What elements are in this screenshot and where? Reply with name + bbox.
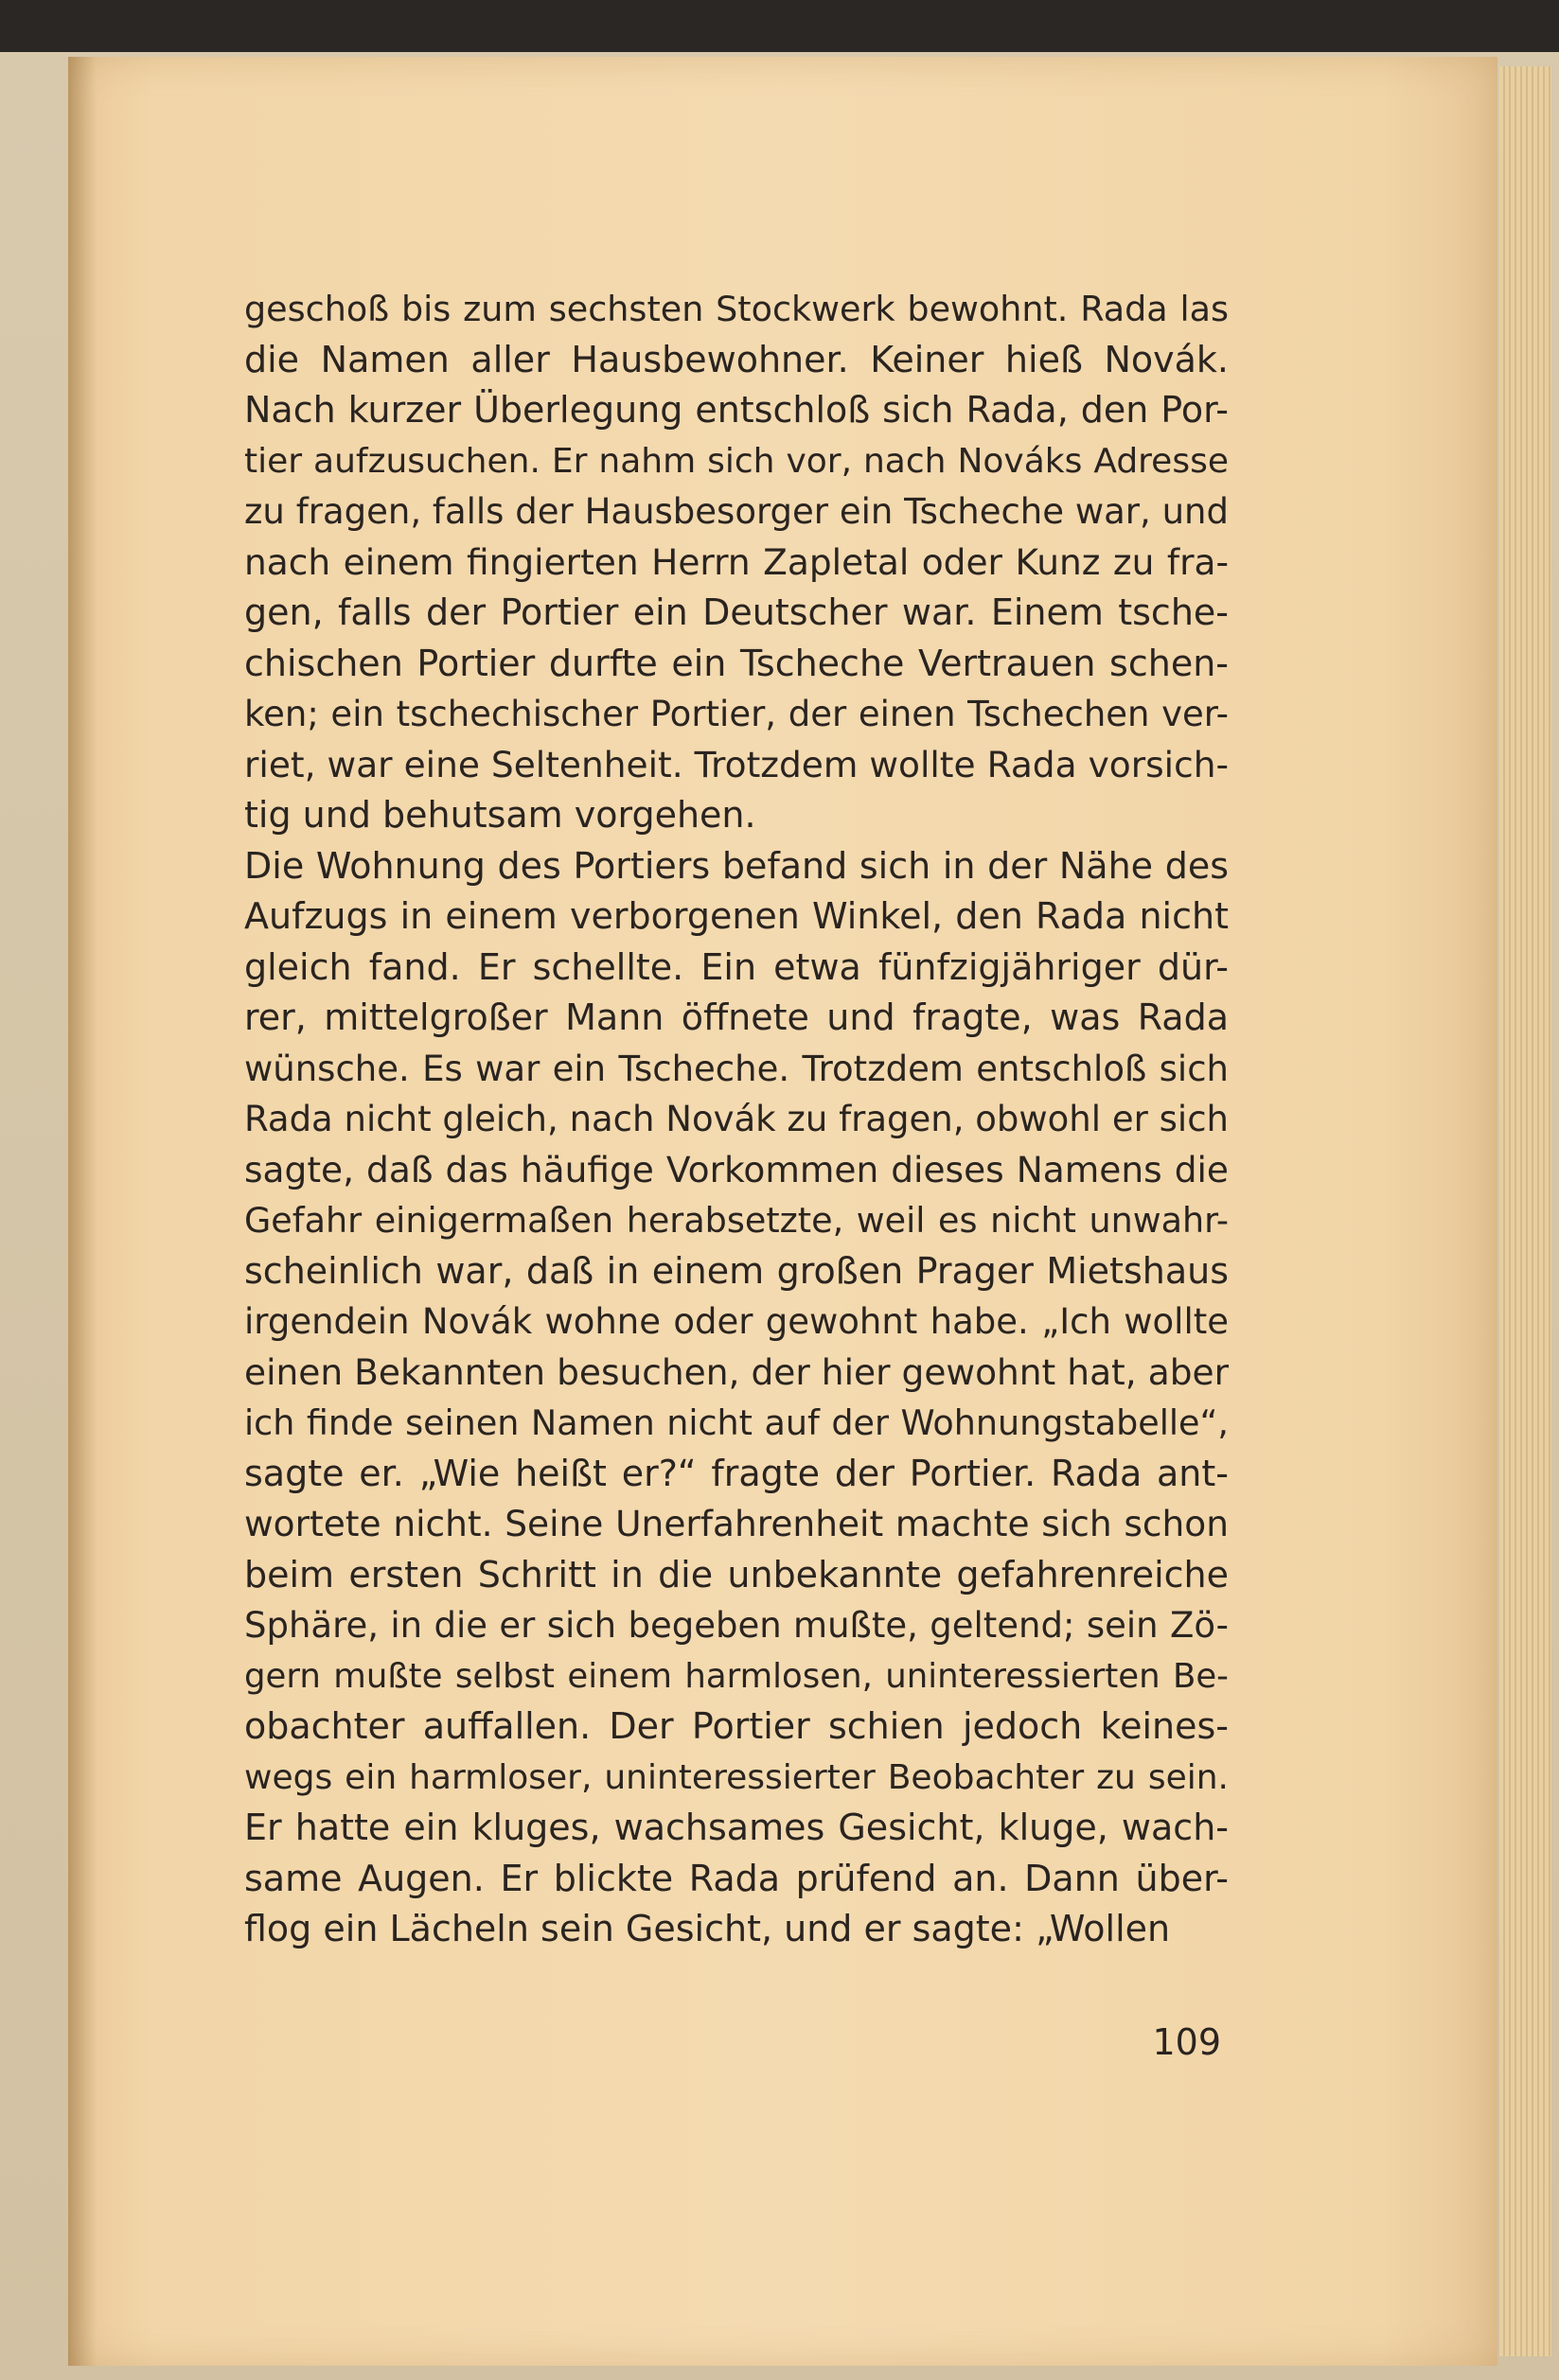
text-line: ken; ein tschechischer Portier, der einen Tschechen ver- bbox=[244, 694, 1229, 734]
text-line: same Augen. Er blickte Rada prüfend an. Dann über- bbox=[244, 1857, 1229, 1899]
text-line: riet, war eine Seltenheit. Trotzdem wollte Rada vorsich- bbox=[244, 743, 1229, 785]
text-line: Er hatte ein kluges, wachsames Gesicht, kluge, wach- bbox=[244, 1807, 1229, 1848]
text-line: zu fragen, falls der Hausbesorger ein Tscheche war, und bbox=[244, 491, 1229, 532]
text-line: wünsche. Es war ein Tscheche. Trotzdem entschloß sich bbox=[244, 1048, 1229, 1089]
text-line: wegs ein harmloser, uninteressierter Beobachter zu sein. bbox=[244, 1757, 1229, 1797]
text-line: wortete nicht. Seine Unerfahrenheit machte sich schon bbox=[244, 1503, 1229, 1544]
text-line: Rada nicht gleich, nach Novák zu fragen, obwohl er sich bbox=[244, 1099, 1229, 1139]
text-line: einen Bekannten besuchen, der hier gewohnt hat, aber bbox=[244, 1350, 1229, 1393]
text-line: Nach kurzer Überlegung entschloß sich Rada, den Por- bbox=[244, 389, 1229, 431]
text-line: gen, falls der Portier ein Deutscher war. Einem tsche- bbox=[244, 591, 1229, 633]
page-stack-edge bbox=[1499, 66, 1551, 2356]
text-line: tig und behutsam vorgehen. bbox=[244, 794, 756, 836]
text-line: die Namen aller Hausbewohner. Keiner hieß Novák. bbox=[244, 338, 1229, 380]
text-line: ich finde seinen Namen nicht auf der Wohnungstabelle“, bbox=[244, 1402, 1229, 1443]
page-gutter-shadow bbox=[68, 57, 97, 2366]
text-line: obachter auffallen. Der Portier schien jedoch keines- bbox=[244, 1705, 1229, 1747]
text-line: geschoß bis zum sechsten Stockwerk bewohnt. Rada las bbox=[244, 289, 1229, 329]
text-line: flog ein Lächeln sein Gesicht, und er sagte: „Wollen bbox=[244, 1908, 1171, 1949]
text-line: sagte er. „Wie heißt er?“ fragte der Portier. Rada ant- bbox=[244, 1452, 1229, 1494]
text-line: Gefahr einigermaßen herabsetzte, weil es nicht unwahr- bbox=[244, 1200, 1229, 1241]
text-line: beim ersten Schritt in die unbekannte gefahrenreiche bbox=[244, 1553, 1229, 1595]
text-line: irgendein Novák wohne oder gewohnt habe. „Ich wollte bbox=[244, 1301, 1229, 1342]
text-line: Sphäre, in die er sich begeben mußte, geltend; sein Zö- bbox=[244, 1605, 1229, 1646]
text-line: gern mußte selbst einem harmlosen, uninteressierten Be- bbox=[244, 1656, 1229, 1696]
page-number: 109 bbox=[1152, 2021, 1221, 2063]
body-text bbox=[244, 284, 1229, 1955]
text-line: rer, mittelgroßer Mann öffnete und fragte, was Rada bbox=[244, 996, 1229, 1038]
text-line: Die Wohnung des Portiers befand sich in der Nähe des bbox=[244, 844, 1229, 887]
text-line: sagte, daß das häufige Vorkommen dieses Namens die bbox=[244, 1148, 1229, 1190]
text-line: Aufzugs in einem verborgenen Winkel, den Rada nicht bbox=[244, 895, 1229, 937]
text-line: scheinlich war, daß in einem großen Prager Mietshaus bbox=[244, 1249, 1229, 1292]
text-line: gleich fand. Er schellte. Ein etwa fünfzigjähriger dür- bbox=[244, 945, 1229, 988]
text-line: nach einem fingierten Herrn Zapletal oder Kunz zu fra- bbox=[244, 540, 1229, 583]
text-line: tier aufzusuchen. Er nahm sich vor, nach Nováks Adresse bbox=[244, 441, 1229, 481]
text-line: chischen Portier durfte ein Tscheche Vertrauen schen- bbox=[244, 642, 1229, 684]
